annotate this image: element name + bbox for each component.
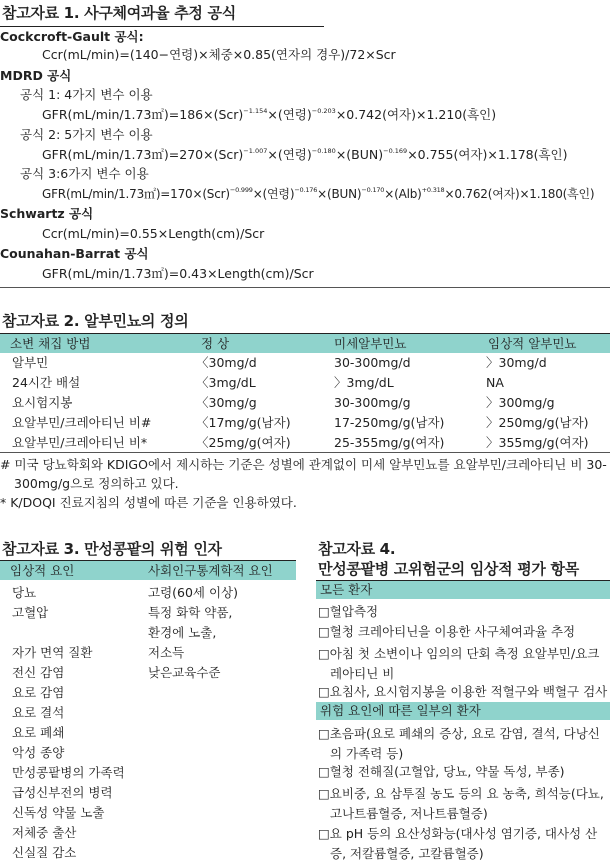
- s4-band-all-label: 모든 환자: [320, 582, 373, 597]
- s3-social-item: 고령(60세 이상): [148, 585, 239, 600]
- s2-cell: 〈25mg/g(여자): [196, 435, 291, 450]
- s2-cell: 〈17mg/g(남자): [196, 415, 291, 430]
- s2-title: 참고자료 2. 알부민뇨의 정의: [2, 312, 189, 330]
- s3-clinical-item: 만성콩팥병의 가족력: [12, 765, 125, 780]
- s4-title-line1: 참고자료 4.: [318, 540, 396, 558]
- s2-cell: 요알부민/크레아티닌 비#: [12, 415, 152, 430]
- s3-social-item: 환경에 노출,: [148, 625, 217, 640]
- s2-note-hash: # 미국 당뇨학회와 KDIGO에서 제시하는 기준은 성별에 관계없이 미세 알부민뇨를 요알부민/크레아티닌 비 30-300mg/g으로 정의하고 있다.: [0, 457, 607, 491]
- s2-note-star: * K/DOQI 진료지침의 성별에 따른 기준을 인용하였다.: [0, 495, 297, 510]
- mdrd-heading: MDRD 공식: [0, 68, 72, 83]
- s3-clinical-item: 요로 폐쇄: [12, 725, 65, 740]
- s4-band-risk-label: 위험 요인에 따른 일부의 환자: [320, 703, 481, 718]
- mdrd-f3-formula: GFR(mL/min/1.73㎡)=170×(Scr)$^{-0.999}$×(연령)$^{-0.176}$×(BUN)$^{-0.170}$×(Alb)$^{+0.318}$×0.762(여자)×1.180(흑인): [42, 186, 595, 201]
- s2-col-header-micro: 미세알부민뇨: [334, 336, 407, 351]
- mdrd-f3-label: 공식 3:6가지 변수 이용: [20, 166, 149, 181]
- s2-cell: 요시험지봉: [12, 395, 73, 410]
- s2-cell: 30-300mg/g: [334, 395, 411, 410]
- s3-col-header-social: 사회인구통계학적 요인: [148, 563, 273, 578]
- s1-bottom-rule: [0, 287, 610, 288]
- s4-item: □요비중, 요 삼투질 농도 등의 요 농축, 희석능(다뇨, 고나트륨혈증, 저나트륨혈증): [318, 786, 604, 821]
- s2-cell: 요알부민/크레아티닌 비*: [12, 435, 148, 450]
- schwartz-formula: Ccr(mL/min)=0.55×Length(cm)/Scr: [42, 226, 265, 241]
- s4-item: □요 pH 등의 요산성화능(대사성 염기증, 대사성 산증, 저칼륨혈증, 고칼륨혈증): [318, 826, 598, 861]
- s2-cell: 〉300mg/g: [486, 395, 555, 410]
- s2-table-bottom-rule: [0, 452, 610, 453]
- s3-clinical-item: 악성 종양: [12, 745, 65, 760]
- s2-cell: 〉30mg/d: [486, 355, 547, 370]
- s4-item: □혈압측정: [318, 604, 379, 619]
- s2-cell: 〈30mg/d: [196, 355, 257, 370]
- s1-title-rule: [0, 26, 324, 27]
- mdrd-f1-formula: GFR(mL/min/1.73㎡)=186×(Scr)$^{-1.154}$×(연령)$^{-0.203}$×0.742(여자)×1.210(흑인): [42, 107, 497, 122]
- s4-item: □초음파(요로 폐쇄의 증상, 요로 감염, 결석, 다낭신의 가족력 등): [318, 726, 600, 761]
- s2-cell: 〈30mg/g: [196, 395, 257, 410]
- s1-title: 참고자료 1. 사구체여과율 추정 공식: [2, 4, 236, 22]
- s3-clinical-item: 저체중 출산: [12, 825, 77, 840]
- cg-heading: Cockcroft-Gault 공식:: [0, 29, 144, 44]
- s4-title-line2: 만성콩팥병 고위험군의 임상적 평가 항목: [318, 560, 579, 578]
- s2-cell: 〈3mg/dL: [196, 375, 256, 390]
- counahan-formula: GFR(mL/min/1.73㎡)=0.43×Length(cm)/Scr: [42, 266, 314, 281]
- s2-cell: 〉250mg/g(남자): [486, 415, 589, 430]
- s2-cell: 25-355mg/g(여자): [334, 435, 445, 450]
- s3-clinical-item: 요로 결석: [12, 705, 65, 720]
- s2-cell: 30-300mg/d: [334, 355, 411, 370]
- mdrd-f1-label: 공식 1: 4가지 변수 이용: [20, 87, 153, 102]
- s4-item: □혈청 전해질(고혈압, 당뇨, 약물 독성, 부종): [318, 764, 565, 779]
- s3-social-item: 특정 화학 약품,: [148, 605, 233, 620]
- s2-cell: NA: [486, 375, 504, 390]
- s2-col-header-normal: 정 상: [201, 336, 230, 351]
- s3-clinical-item: 전신 감염: [12, 665, 65, 680]
- mdrd-f2-formula: GFR(mL/min/1.73㎡)=270×(Scr)$^{-1.007}$×(연령)$^{-0.180}$×(BUN)$^{-0.169}$×0.755(여자)×1.178(흑인): [42, 147, 568, 162]
- s3-clinical-item: 고혈압: [12, 605, 49, 620]
- s2-cell: 24시간 배설: [12, 375, 81, 390]
- s3-clinical-item: 신독성 약물 노출: [12, 805, 105, 820]
- s4-item: □혈청 크레아티닌을 이용한 사구체여과율 추정: [318, 624, 576, 639]
- s2-col-header-method: 소변 채집 방법: [10, 336, 91, 351]
- s3-clinical-item: 급성신부전의 병력: [12, 785, 113, 800]
- s2-cell: 17-250mg/g(남자): [334, 415, 445, 430]
- s3-clinical-item: 자가 면역 질환: [12, 645, 93, 660]
- s3-clinical-item: 요로 감염: [12, 685, 65, 700]
- s2-cell: 〉355mg/g(여자): [486, 435, 589, 450]
- s4-item: □아침 첫 소변이나 임의의 단회 측정 요알부민/요크레아티닌 비: [318, 646, 600, 681]
- counahan-heading: Counahan-Barrat 공식: [0, 246, 149, 261]
- s3-clinical-item: 신실질 감소: [12, 845, 77, 860]
- s2-cell: 〉3mg/dL: [334, 375, 394, 390]
- s3-social-item: 저소득: [148, 645, 185, 660]
- s2-cell: 알부민: [12, 355, 49, 370]
- schwartz-heading: Schwartz 공식: [0, 206, 94, 221]
- s4-item: □요침사, 요시험지봉을 이용한 적혈구와 백혈구 검사: [318, 684, 608, 699]
- mdrd-f2-label: 공식 2: 5가지 변수 이용: [20, 127, 153, 142]
- s3-social-item: 낮은교육수준: [148, 665, 221, 680]
- cg-formula: Ccr(mL/min)=(140−연령)×체중×0.85(연자의 경우)/72×Scr: [42, 47, 396, 62]
- s2-col-header-clinical: 임상적 알부민뇨: [488, 336, 577, 351]
- s3-clinical-item: 당뇨: [12, 585, 37, 600]
- s3-title: 참고자료 3. 만성콩팥의 위험 인자: [2, 540, 222, 558]
- s3-col-header-clinical: 임상적 요인: [10, 563, 75, 578]
